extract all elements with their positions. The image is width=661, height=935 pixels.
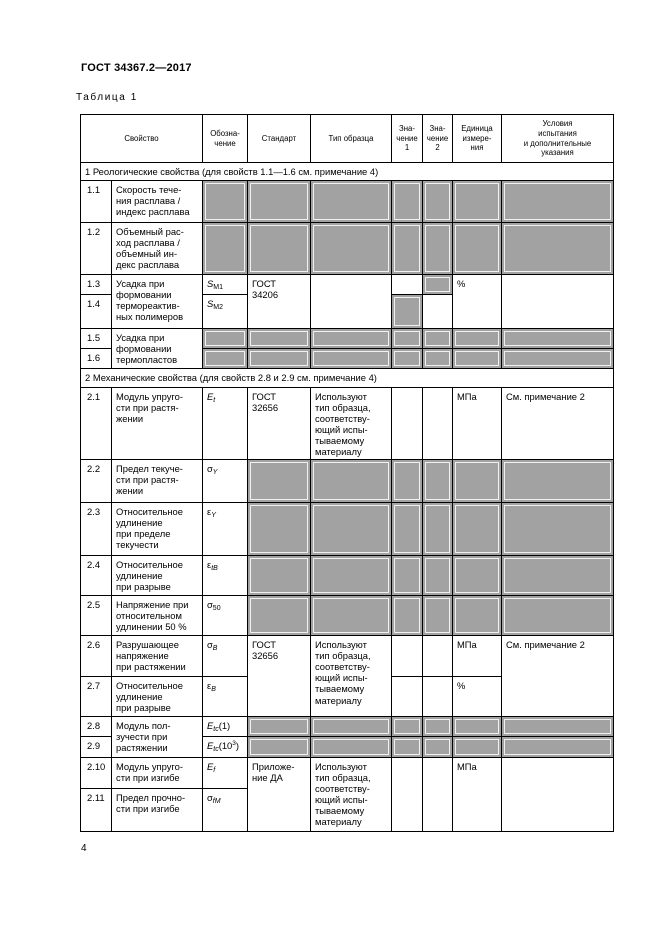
property-name: Разрушающее напряжение при растяжении [112, 636, 203, 677]
designation [203, 788, 248, 831]
value-2 [423, 636, 453, 677]
symbol: E [207, 740, 214, 752]
shaded-cell [423, 596, 453, 636]
shaded-cell [502, 181, 614, 223]
row-number: 2.3 [81, 503, 112, 556]
unit: % [453, 275, 502, 329]
standard: ГОСТ 32656 [248, 636, 311, 717]
shaded-cell [392, 717, 423, 737]
row-number: 1.2 [81, 223, 112, 275]
col-header-conditions: Условия испытания и дополнительные указания [502, 115, 614, 163]
symbol-argument: (1) [218, 720, 231, 732]
symbol-subscript: Y [211, 512, 216, 520]
section-title: 2 Механические свойства (для свойств 2.8 и 2.9 см. примечание 4) [81, 368, 614, 387]
designation [203, 556, 248, 596]
table-row [81, 596, 614, 636]
row-number: 2.10 [81, 757, 112, 788]
symbol-superscript: 3 [232, 740, 236, 748]
designation [203, 737, 248, 757]
symbol-subscript: fM [212, 797, 221, 805]
shaded-cell [248, 181, 311, 223]
table-header-row [81, 115, 614, 163]
col-header-specimen-type: Тип образца [311, 115, 392, 163]
symbol: E [207, 390, 214, 402]
row-number: 2.9 [81, 737, 112, 757]
shaded-cell [502, 556, 614, 596]
symbol: S [207, 298, 214, 310]
shaded-cell [392, 223, 423, 275]
table-row [81, 181, 614, 223]
symbol-subscript: B [212, 645, 218, 653]
shaded-cell [423, 348, 453, 368]
shaded-cell [453, 596, 502, 636]
shaded-cell [311, 737, 392, 757]
shaded-cell [248, 329, 311, 349]
symbol-argument-close: ) [235, 740, 240, 752]
shaded-cell [392, 503, 423, 556]
shaded-cell [392, 295, 423, 329]
shaded-cell [453, 329, 502, 349]
symbol: E [207, 720, 214, 732]
value-1 [392, 757, 423, 831]
page-number: 4 [81, 843, 87, 854]
table-row [81, 757, 614, 788]
shaded-cell [392, 596, 423, 636]
row-number: 2.11 [81, 788, 112, 831]
designation [203, 717, 248, 737]
shaded-cell [311, 556, 392, 596]
value-1 [392, 636, 423, 677]
table-row [81, 636, 614, 677]
shaded-cell [502, 329, 614, 349]
property-name: Относительное удлинение при пределе текучести [112, 503, 203, 556]
symbol-subscript: Y [212, 469, 218, 477]
symbol: ε [207, 680, 212, 692]
shaded-cell [311, 223, 392, 275]
row-number: 1.1 [81, 181, 112, 223]
property-name: Модуль пол- зучести при растяжении [112, 717, 203, 758]
shaded-cell [423, 181, 453, 223]
value-2 [423, 757, 453, 831]
shaded-cell [453, 737, 502, 757]
specimen-type: Используют тип образца, соответству- ющий испы- тываемому материалу [311, 757, 392, 831]
shaded-cell [392, 348, 423, 368]
shaded-cell [311, 503, 392, 556]
table-row [81, 223, 614, 275]
property-name: Модуль упруго- сти при растя- жении [112, 387, 203, 460]
property-name: Объемный рас- ход расплава / объемный ин- декс расплава [112, 223, 203, 275]
standard: ГОСТ 32656 [248, 387, 311, 460]
symbol-subscript: M2 [213, 304, 223, 312]
value-1 [392, 275, 423, 295]
col-header-standard: Стандарт [248, 115, 311, 163]
conditions [502, 275, 614, 329]
shaded-cell [453, 503, 502, 556]
shaded-cell [392, 181, 423, 223]
table-row [81, 556, 614, 596]
section-row [81, 368, 614, 387]
row-number: 2.5 [81, 596, 112, 636]
row-number: 2.2 [81, 460, 112, 503]
shaded-cell [423, 275, 453, 295]
designation [203, 757, 248, 788]
unit: % [453, 677, 502, 717]
table-row [81, 503, 614, 556]
col-header-unit: Единица измере- ния [453, 115, 502, 163]
shaded-cell [311, 329, 392, 349]
designation [203, 677, 248, 717]
standard: Приложе- ние ДА [248, 757, 311, 831]
shaded-cell [502, 717, 614, 737]
shaded-cell [311, 717, 392, 737]
shaded-cell [392, 556, 423, 596]
shaded-cell [423, 503, 453, 556]
symbol-subscript: B [211, 686, 216, 694]
shaded-cell [203, 223, 248, 275]
row-number: 1.6 [81, 348, 112, 368]
designation [203, 387, 248, 460]
unit: МПа [453, 387, 502, 460]
specimen-type: Используют тип образца, соответству- ющий испы- тываемому материалу [311, 387, 392, 460]
row-number: 2.6 [81, 636, 112, 677]
conditions: См. примечание 2 [502, 636, 614, 717]
symbol: σ [207, 599, 213, 611]
value-1 [392, 677, 423, 717]
designation [203, 503, 248, 556]
shaded-cell [453, 223, 502, 275]
symbol: ε [207, 559, 212, 571]
property-name: Модуль упруго- сти при изгибе [112, 757, 203, 788]
symbol: σ [207, 639, 213, 651]
standard: ГОСТ 34206 [248, 275, 311, 329]
value-2 [423, 677, 453, 717]
shaded-cell [203, 329, 248, 349]
designation [203, 636, 248, 677]
shaded-cell [423, 717, 453, 737]
designation [203, 295, 248, 329]
property-name: Усадка при формовании термопластов [112, 329, 203, 368]
unit: МПа [453, 757, 502, 831]
table-caption: Таблица 1 [76, 92, 138, 103]
shaded-cell [453, 717, 502, 737]
shaded-cell [248, 596, 311, 636]
shaded-cell [248, 348, 311, 368]
shaded-cell [392, 737, 423, 757]
symbol-subscript: f [213, 766, 216, 774]
shaded-cell [502, 223, 614, 275]
symbol: S [207, 278, 214, 289]
document-code: ГОСТ 34367.2—2017 [81, 62, 192, 74]
value-1 [392, 387, 423, 460]
symbol-subscript: t [213, 396, 216, 404]
conditions: См. примечание 2 [502, 387, 614, 460]
shaded-cell [453, 348, 502, 368]
designation [203, 596, 248, 636]
row-number: 2.7 [81, 677, 112, 717]
section-title: 1 Реологические свойства (для свойств 1.1—1.6 см. примечание 4) [81, 163, 614, 181]
col-header-value-2: Зна- чение 2 [423, 115, 453, 163]
shaded-cell [453, 181, 502, 223]
property-name: Относительное удлинение при разрыве [112, 677, 203, 717]
table-row [81, 387, 614, 460]
symbol: σ [207, 791, 213, 803]
shaded-cell [248, 737, 311, 757]
unit: МПа [453, 636, 502, 677]
shaded-cell [203, 348, 248, 368]
row-number: 2.8 [81, 717, 112, 737]
shaded-cell [423, 737, 453, 757]
table-row [81, 460, 614, 503]
property-name: Относительное удлинение при разрыве [112, 556, 203, 596]
shaded-cell [502, 503, 614, 556]
row-number: 2.4 [81, 556, 112, 596]
shaded-cell [453, 556, 502, 596]
shaded-cell [248, 503, 311, 556]
shaded-cell [423, 460, 453, 503]
property-name: Скорость тече- ния расплава / индекс расплава [112, 181, 203, 223]
shaded-cell [203, 181, 248, 223]
symbol: E [207, 760, 214, 772]
symbol-subscript: tc [213, 746, 219, 754]
shaded-cell [311, 348, 392, 368]
conditions [502, 757, 614, 831]
col-header-designation: Обозна- чение [203, 115, 248, 163]
value-2 [423, 387, 453, 460]
symbol: ε [207, 506, 212, 518]
shaded-cell [502, 460, 614, 503]
shaded-cell [392, 329, 423, 349]
shaded-cell [311, 596, 392, 636]
shaded-cell [502, 737, 614, 757]
row-number: 1.3 [81, 275, 112, 295]
designation [203, 460, 248, 503]
shaded-cell [423, 556, 453, 596]
row-number: 1.4 [81, 295, 112, 329]
table-row [81, 329, 614, 349]
shaded-cell [311, 460, 392, 503]
symbol-argument: (10 [218, 740, 233, 752]
symbol-subscript: tB [211, 565, 218, 573]
col-header-value-1: Зна- чение 1 [392, 115, 423, 163]
value-2 [423, 295, 453, 329]
shaded-cell [392, 460, 423, 503]
shaded-cell [502, 348, 614, 368]
shaded-cell [248, 556, 311, 596]
property-name: Усадка при формовании термореактив- ных полимеров [112, 275, 203, 329]
shaded-cell [423, 223, 453, 275]
shaded-cell [248, 460, 311, 503]
symbol-subscript: M1 [213, 284, 223, 291]
shaded-cell [453, 460, 502, 503]
symbol-subscript: 50 [212, 605, 221, 613]
table-row [81, 275, 614, 295]
symbol: σ [207, 463, 213, 475]
table-row [81, 717, 614, 737]
shaded-cell [248, 717, 311, 737]
col-header-property: Свойство [81, 115, 203, 163]
designation [203, 275, 248, 295]
specimen-type: Используют тип образца, соответству- ющий испы- тываемому материалу [311, 636, 392, 717]
property-name: Напряжение при относительном удлинении 50 % [112, 596, 203, 636]
symbol-subscript: tc [213, 726, 219, 734]
property-name: Предел прочно- сти при изгибе [112, 788, 203, 831]
section-row [81, 163, 614, 181]
shaded-cell [311, 181, 392, 223]
specimen-type [311, 275, 392, 329]
properties-table [80, 114, 614, 832]
row-number: 2.1 [81, 387, 112, 460]
shaded-cell [502, 596, 614, 636]
shaded-cell [423, 329, 453, 349]
shaded-cell [248, 223, 311, 275]
property-name: Предел текуче- сти при растя- жении [112, 460, 203, 503]
row-number: 1.5 [81, 329, 112, 349]
